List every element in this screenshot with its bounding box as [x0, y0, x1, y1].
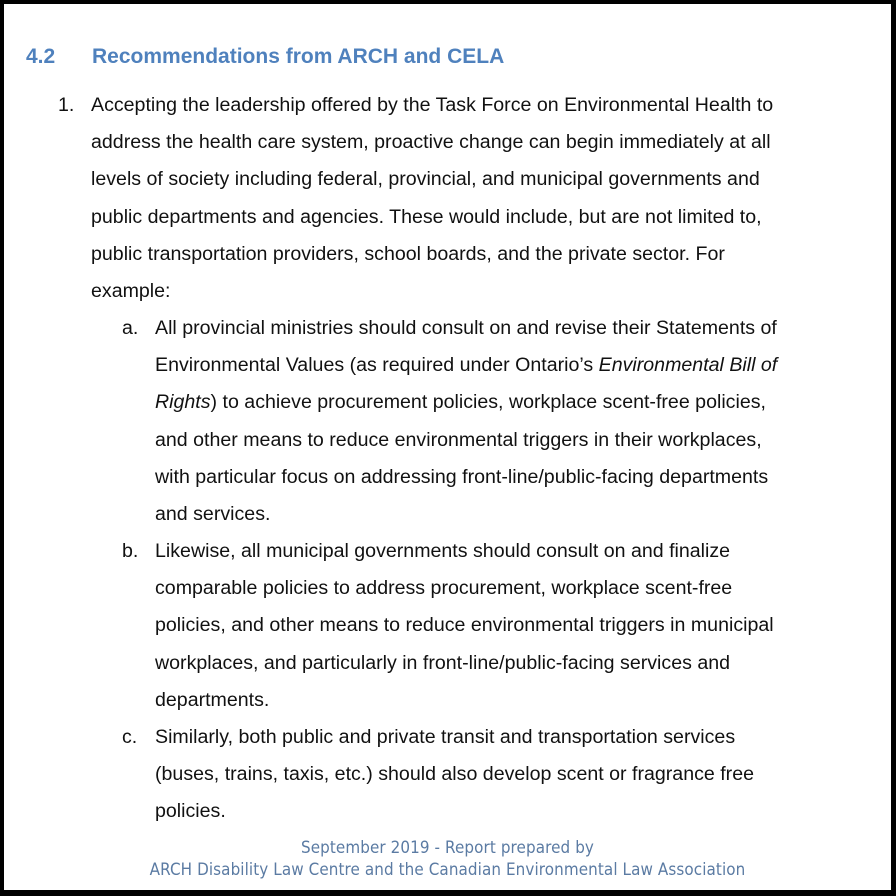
section-number: 4.2 [26, 45, 56, 68]
sub-item-b [122, 533, 852, 719]
footer-authors-line: ARCH Disability Law Centre and the Canadian Environmental Law Association [149, 860, 746, 879]
text-line: All provincial ministries should consult on and revise their Statements of [155, 317, 777, 339]
statute-title-italic: Rights [155, 391, 211, 414]
text-line: levels of society including federal, provincial, and municipal governments and [91, 168, 760, 191]
section-heading [26, 45, 504, 69]
text-line: public transportation providers, school boards, and the private sector. For [91, 242, 725, 265]
text-span: Environmental Values (as required under Ontario’s [155, 354, 599, 377]
text-line: policies, and other means to reduce environmental triggers in municipal [155, 614, 774, 637]
sub-item-c [122, 719, 852, 831]
statute-title-italic: Environmental Bill of [598, 354, 778, 377]
sub-item-c-text [155, 719, 852, 831]
list-marker: a. [122, 317, 139, 339]
text-line: comparable policies to address procurement, workplace scent-free [155, 577, 733, 600]
text-line: address the health care system, proactive change can begin immediately at all [91, 131, 771, 154]
sub-item-b-text [155, 533, 852, 719]
text-line: with particular focus on addressing front-line/public-facing departments [155, 465, 769, 488]
list-marker: b. [122, 540, 139, 562]
text-line: (buses, trains, taxis, etc.) should also develop scent or fragrance free [155, 763, 754, 786]
text-line: and services. [155, 503, 271, 526]
text-line: policies. [155, 800, 226, 823]
recommendation-1 [58, 87, 858, 310]
text-line: departments. [155, 688, 270, 711]
text-span: ) to achieve procurement policies, workplace scent-free policies, [210, 391, 766, 414]
text-line [155, 347, 852, 384]
text-line: public departments and agencies. These would include, but are not limited to, [91, 205, 762, 228]
text-line: and other means to reduce environmental triggers in their workplaces, [155, 428, 762, 451]
sub-item-a [122, 310, 852, 533]
sub-item-a-text [155, 310, 852, 533]
text-line: example: [91, 280, 171, 303]
text-line: workplaces, and particularly in front-line/public-facing services and [155, 651, 731, 674]
recommendation-1-text [91, 87, 858, 310]
text-line: Likewise, all municipal governments should consult on and finalize [155, 540, 731, 562]
section-title: Recommendations from ARCH and CELA [92, 45, 505, 68]
list-marker: c. [122, 726, 138, 748]
footer-date-line: September 2019 - Report prepared by [300, 838, 594, 857]
text-line [155, 384, 852, 421]
document-page [4, 4, 891, 890]
text-line: Accepting the leadership offered by the Task Force on Environmental Health to [91, 94, 774, 116]
text-line: Similarly, both public and private transit and transportation services [155, 726, 736, 748]
list-marker: 1. [58, 94, 75, 116]
